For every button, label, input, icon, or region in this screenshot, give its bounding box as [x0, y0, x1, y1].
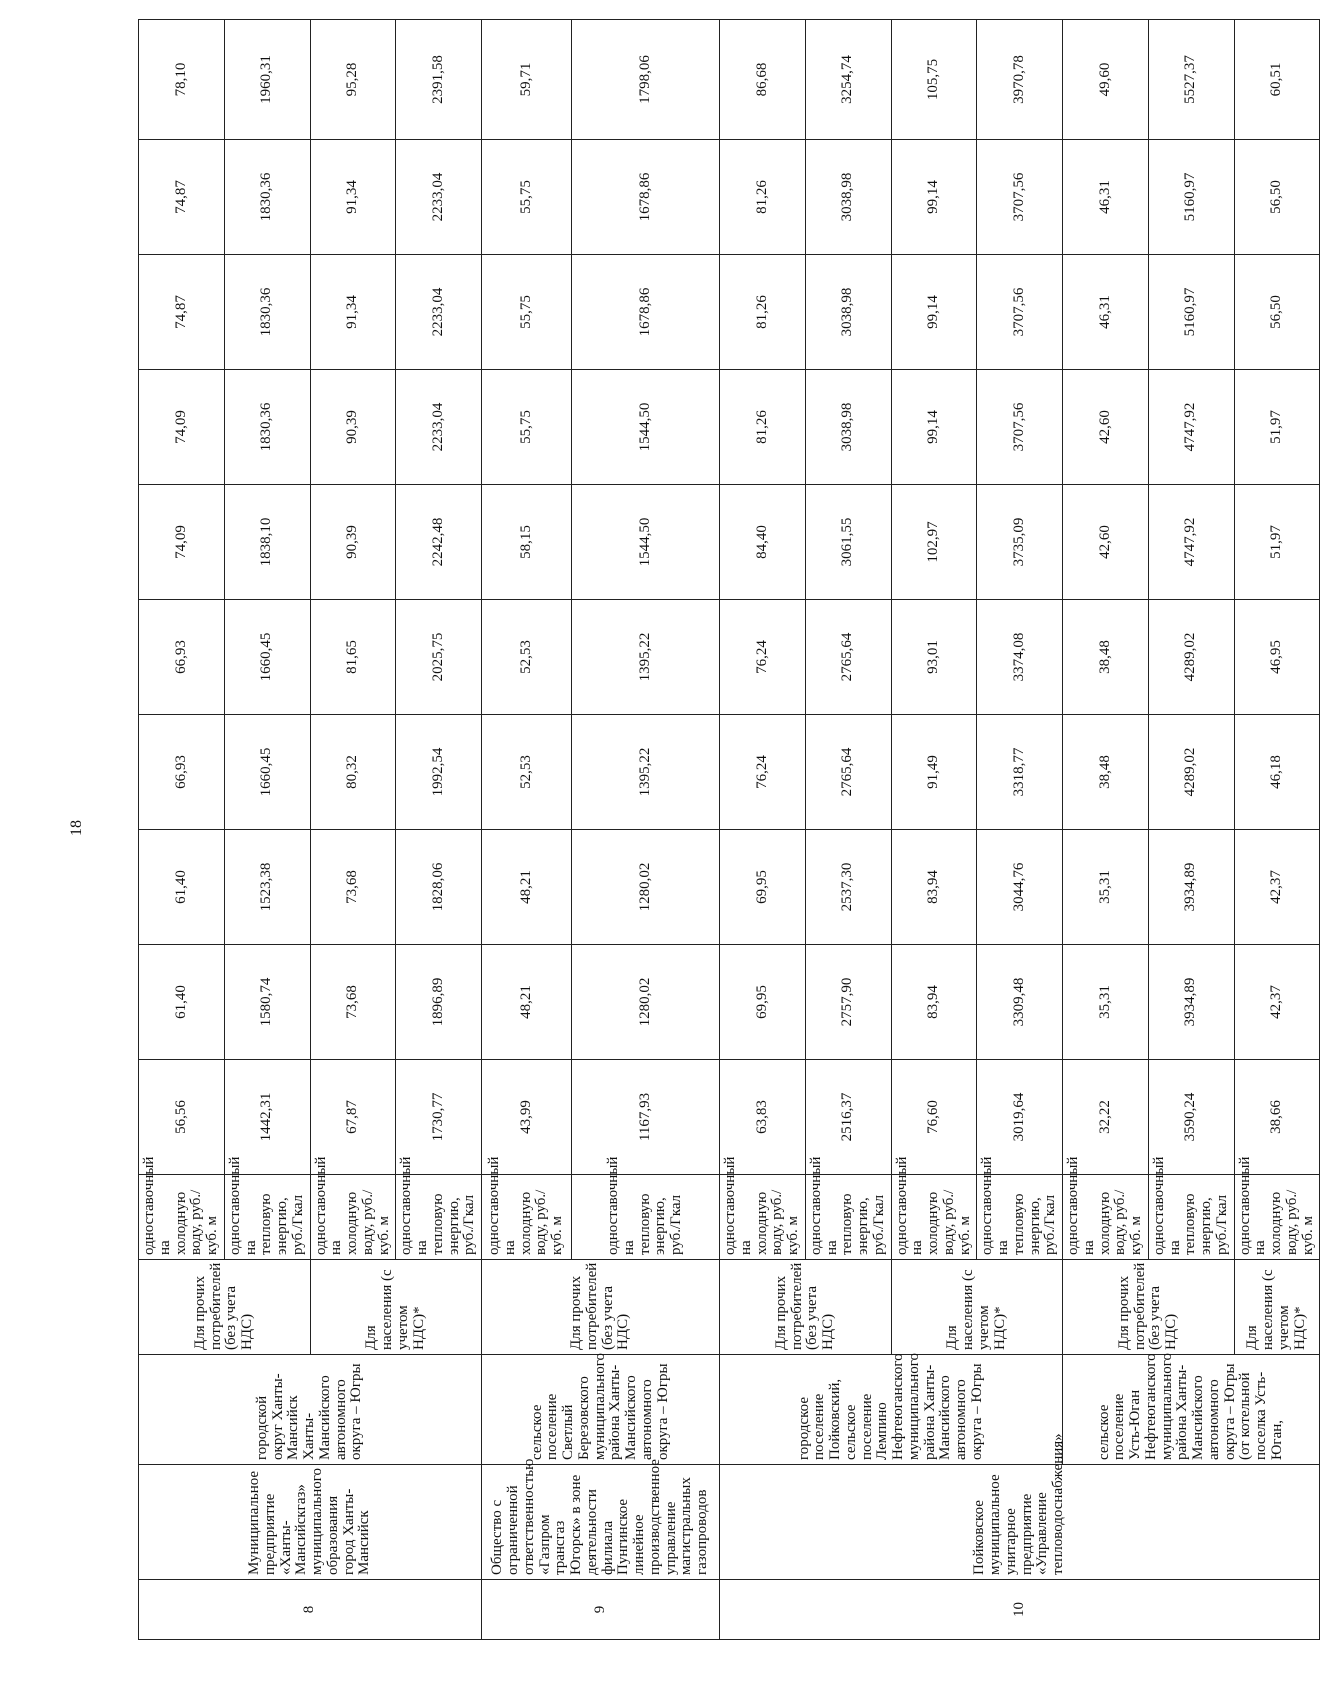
tariff-value: 42,60 — [1063, 370, 1149, 485]
tariff-value: 1992,54 — [396, 715, 482, 830]
tariff-value: 1830,36 — [224, 140, 310, 255]
tariff-value: 91,34 — [310, 255, 396, 370]
tariff-value: 1730,77 — [396, 1060, 482, 1175]
consumer-group: Для прочих потребителей (без учета НДС) — [1063, 1260, 1235, 1355]
territory-name: городское поселение Пойковский, сельское поселение Лемпино Нефтеюганского муниципального района Ханты-Мансийского автономного округа – Югры — [720, 1355, 1063, 1465]
tariff-value: 1280,02 — [572, 945, 720, 1060]
tariff-unit: одноставочный на тепловую энергию, руб./Гкал — [1148, 1175, 1234, 1260]
tariff-value: 1544,50 — [572, 485, 720, 600]
tariff-value: 1660,45 — [224, 715, 310, 830]
tariff-value: 3707,56 — [977, 370, 1063, 485]
tariff-value: 76,24 — [720, 715, 806, 830]
tariff-value: 66,93 — [139, 600, 225, 715]
tariff-value: 55,75 — [482, 255, 572, 370]
tariff-unit: одноставочный на холодную воду, руб./куб. м — [891, 1175, 977, 1260]
tariff-value: 5527,37 — [1148, 20, 1234, 140]
tariff-value: 1828,06 — [396, 830, 482, 945]
tariff-value: 56,50 — [1234, 255, 1320, 370]
tariff-value: 93,01 — [891, 600, 977, 715]
tariff-unit: одноставочный на холодную воду, руб./куб. м — [720, 1175, 806, 1260]
tariff-value: 83,94 — [891, 830, 977, 945]
tariff-value: 3044,76 — [977, 830, 1063, 945]
consumer-group: Для прочих потребителей (без учета НДС) — [720, 1260, 892, 1355]
tariff-value: 46,31 — [1063, 255, 1149, 370]
consumer-group: Для населения (с учетом НДС)* — [310, 1260, 482, 1355]
tariff-unit: одноставочный на холодную воду, руб./куб. м — [310, 1175, 396, 1260]
tariff-value: 59,71 — [482, 20, 572, 140]
tariff-unit: одноставочный на холодную воду, руб./куб. м — [139, 1175, 225, 1260]
tariff-unit: одноставочный на холодную воду, руб./куб. м — [1234, 1175, 1320, 1260]
tariff-value: 81,65 — [310, 600, 396, 715]
table-row — [139, 20, 225, 1640]
tariff-value: 84,40 — [720, 485, 806, 600]
tariff-value: 1523,38 — [224, 830, 310, 945]
tariff-value: 2765,64 — [805, 715, 891, 830]
tariff-value: 1830,36 — [224, 255, 310, 370]
tariff-value: 4747,92 — [1148, 370, 1234, 485]
tariff-value: 81,26 — [720, 370, 806, 485]
organization-name: Муниципальное предприятие «Ханты-Мансийскгаз» муниципального образования город Ханты-Мансийск — [139, 1465, 482, 1580]
tariff-value: 1896,89 — [396, 945, 482, 1060]
tariff-value: 3590,24 — [1148, 1060, 1234, 1175]
tariff-value: 1395,22 — [572, 600, 720, 715]
tariff-unit: одноставочный на тепловую энергию, руб./Гкал — [977, 1175, 1063, 1260]
tariff-value: 78,10 — [139, 20, 225, 140]
tariff-value: 3038,98 — [805, 255, 891, 370]
organization-name: Общество с ограниченной ответственностью «Газпром трансгаз Югорск» в зоне деятельности филиала Пунгинское линейное производственное управление магистральных газопроводов — [482, 1465, 720, 1580]
tariff-value: 1798,06 — [572, 20, 720, 140]
tariff-value: 3374,08 — [977, 600, 1063, 715]
tariff-value: 48,21 — [482, 945, 572, 1060]
tariff-value: 1167,93 — [572, 1060, 720, 1175]
tariff-value: 5160,97 — [1148, 255, 1234, 370]
tariff-value: 56,50 — [1234, 140, 1320, 255]
tariff-unit: одноставочный на тепловую энергию, руб./Гкал — [805, 1175, 891, 1260]
tariff-value: 46,18 — [1234, 715, 1320, 830]
table-row — [1063, 20, 1149, 1640]
tariff-unit: одноставочный на холодную воду, руб./куб. м — [1063, 1175, 1149, 1260]
tariff-value: 3019,64 — [977, 1060, 1063, 1175]
tariff-value: 73,68 — [310, 945, 396, 1060]
tariff-value: 99,14 — [891, 370, 977, 485]
tariff-value: 1544,50 — [572, 370, 720, 485]
tariff-value: 3061,55 — [805, 485, 891, 600]
tariff-value: 105,75 — [891, 20, 977, 140]
tariff-value: 81,26 — [720, 255, 806, 370]
tariff-value: 63,83 — [720, 1060, 806, 1175]
tariff-value: 76,24 — [720, 600, 806, 715]
tariff-value: 1395,22 — [572, 715, 720, 830]
tariff-value: 4747,92 — [1148, 485, 1234, 600]
tariff-value: 99,14 — [891, 140, 977, 255]
tariff-value: 1838,10 — [224, 485, 310, 600]
tariff-value: 83,94 — [891, 945, 977, 1060]
tariff-value: 3934,89 — [1148, 830, 1234, 945]
tariff-value: 38,48 — [1063, 600, 1149, 715]
tariff-value: 3934,89 — [1148, 945, 1234, 1060]
tariff-value: 1960,31 — [224, 20, 310, 140]
tariff-value: 5160,97 — [1148, 140, 1234, 255]
tariff-value: 1678,86 — [572, 255, 720, 370]
table-row — [482, 20, 572, 1640]
tariff-value: 46,31 — [1063, 140, 1149, 255]
tariff-value: 48,21 — [482, 830, 572, 945]
tariff-value: 80,32 — [310, 715, 396, 830]
tariff-value: 55,75 — [482, 140, 572, 255]
tariff-value: 74,87 — [139, 140, 225, 255]
tariff-value: 2233,04 — [396, 140, 482, 255]
tariff-value: 3707,56 — [977, 140, 1063, 255]
tariff-value: 67,87 — [310, 1060, 396, 1175]
row-number: 10 — [720, 1580, 1320, 1640]
tariff-value: 52,53 — [482, 600, 572, 715]
tariff-unit: одноставочный на тепловую энергию, руб./Гкал — [224, 1175, 310, 1260]
tariff-value: 69,95 — [720, 945, 806, 1060]
tariff-value: 76,60 — [891, 1060, 977, 1175]
tariff-value: 2233,04 — [396, 370, 482, 485]
tariff-table — [138, 19, 1320, 1640]
tariff-value: 2537,30 — [805, 830, 891, 945]
tariff-value: 61,40 — [139, 945, 225, 1060]
tariff-value: 90,39 — [310, 370, 396, 485]
tariff-value: 86,68 — [720, 20, 806, 140]
table-row — [720, 20, 806, 1640]
consumer-group: Для населения (с учетом НДС)* — [1234, 1260, 1320, 1355]
consumer-group: Для прочих потребителей (без учета НДС) — [482, 1260, 720, 1355]
tariff-value: 35,31 — [1063, 945, 1149, 1060]
page-number: 18 — [68, 820, 85, 836]
tariff-value: 74,09 — [139, 370, 225, 485]
tariff-value: 4289,02 — [1148, 600, 1234, 715]
tariff-value: 52,53 — [482, 715, 572, 830]
territory-name: сельское поселение Усть-Юган Нефтеюганского муниципального района Ханты-Мансийского автономного округа – Югры (от котельной поселка Усть-Юган, — [1063, 1355, 1320, 1465]
tariff-value: 49,60 — [1063, 20, 1149, 140]
tariff-value: 32,22 — [1063, 1060, 1149, 1175]
tariff-value: 69,95 — [720, 830, 806, 945]
tariff-value: 38,66 — [1234, 1060, 1320, 1175]
tariff-value: 81,26 — [720, 140, 806, 255]
tariff-unit: одноставочный на тепловую энергию, руб./Гкал — [572, 1175, 720, 1260]
tariff-value: 102,97 — [891, 485, 977, 600]
tariff-value: 1280,02 — [572, 830, 720, 945]
tariff-value: 74,09 — [139, 485, 225, 600]
tariff-value: 58,15 — [482, 485, 572, 600]
tariff-unit: одноставочный на холодную воду, руб./куб. м — [482, 1175, 572, 1260]
row-number: 9 — [482, 1580, 720, 1640]
organization-name: Пойковское муниципальное унитарное предприятие «Управление тепловодоснабжения» — [720, 1465, 1320, 1580]
tariff-value: 42,60 — [1063, 485, 1149, 600]
tariff-value: 38,48 — [1063, 715, 1149, 830]
tariff-value: 4289,02 — [1148, 715, 1234, 830]
tariff-value: 2516,37 — [805, 1060, 891, 1175]
tariff-value: 51,97 — [1234, 485, 1320, 600]
tariff-value: 90,39 — [310, 485, 396, 600]
rotated-page — [138, 20, 1316, 1640]
tariff-value: 73,68 — [310, 830, 396, 945]
tariff-value: 3318,77 — [977, 715, 1063, 830]
tariff-value: 3735,09 — [977, 485, 1063, 600]
territory-name: городской округ Ханты-Мансийск Ханты-Мансийского автономного округа – Югры — [139, 1355, 482, 1465]
tariff-value: 1660,45 — [224, 600, 310, 715]
tariff-value: 3707,56 — [977, 255, 1063, 370]
tariff-value: 99,14 — [891, 255, 977, 370]
tariff-value: 66,93 — [139, 715, 225, 830]
tariff-value: 1580,74 — [224, 945, 310, 1060]
tariff-value: 3038,98 — [805, 140, 891, 255]
tariff-value: 2757,90 — [805, 945, 891, 1060]
tariff-value: 2242,48 — [396, 485, 482, 600]
tariff-value: 74,87 — [139, 255, 225, 370]
tariff-value: 61,40 — [139, 830, 225, 945]
tariff-value: 60,51 — [1234, 20, 1320, 140]
consumer-group: Для прочих потребителей (без учета НДС) — [139, 1260, 311, 1355]
tariff-value: 42,37 — [1234, 830, 1320, 945]
tariff-value: 1442,31 — [224, 1060, 310, 1175]
tariff-value: 3038,98 — [805, 370, 891, 485]
territory-name: сельское поселение Светлый Березовского муниципального района Ханты-Мансийского автономного округа – Югры — [482, 1355, 720, 1465]
tariff-unit: одноставочный на тепловую энергию, руб./Гкал — [396, 1175, 482, 1260]
tariff-value: 3970,78 — [977, 20, 1063, 140]
tariff-value: 46,95 — [1234, 600, 1320, 715]
tariff-value: 35,31 — [1063, 830, 1149, 945]
tariff-value: 42,37 — [1234, 945, 1320, 1060]
tariff-value: 56,56 — [139, 1060, 225, 1175]
tariff-value: 51,97 — [1234, 370, 1320, 485]
tariff-value: 3309,48 — [977, 945, 1063, 1060]
tariff-value: 95,28 — [310, 20, 396, 140]
tariff-value: 91,34 — [310, 140, 396, 255]
tariff-value: 2025,75 — [396, 600, 482, 715]
tariff-value: 2233,04 — [396, 255, 482, 370]
tariff-value: 43,99 — [482, 1060, 572, 1175]
tariff-value: 1678,86 — [572, 140, 720, 255]
tariff-value: 2391,58 — [396, 20, 482, 140]
tariff-value: 55,75 — [482, 370, 572, 485]
tariff-value: 2765,64 — [805, 600, 891, 715]
tariff-value: 3254,74 — [805, 20, 891, 140]
consumer-group: Для населения (с учетом НДС)* — [891, 1260, 1063, 1355]
tariff-value: 91,49 — [891, 715, 977, 830]
tariff-value: 1830,36 — [224, 370, 310, 485]
row-number: 8 — [139, 1580, 482, 1640]
